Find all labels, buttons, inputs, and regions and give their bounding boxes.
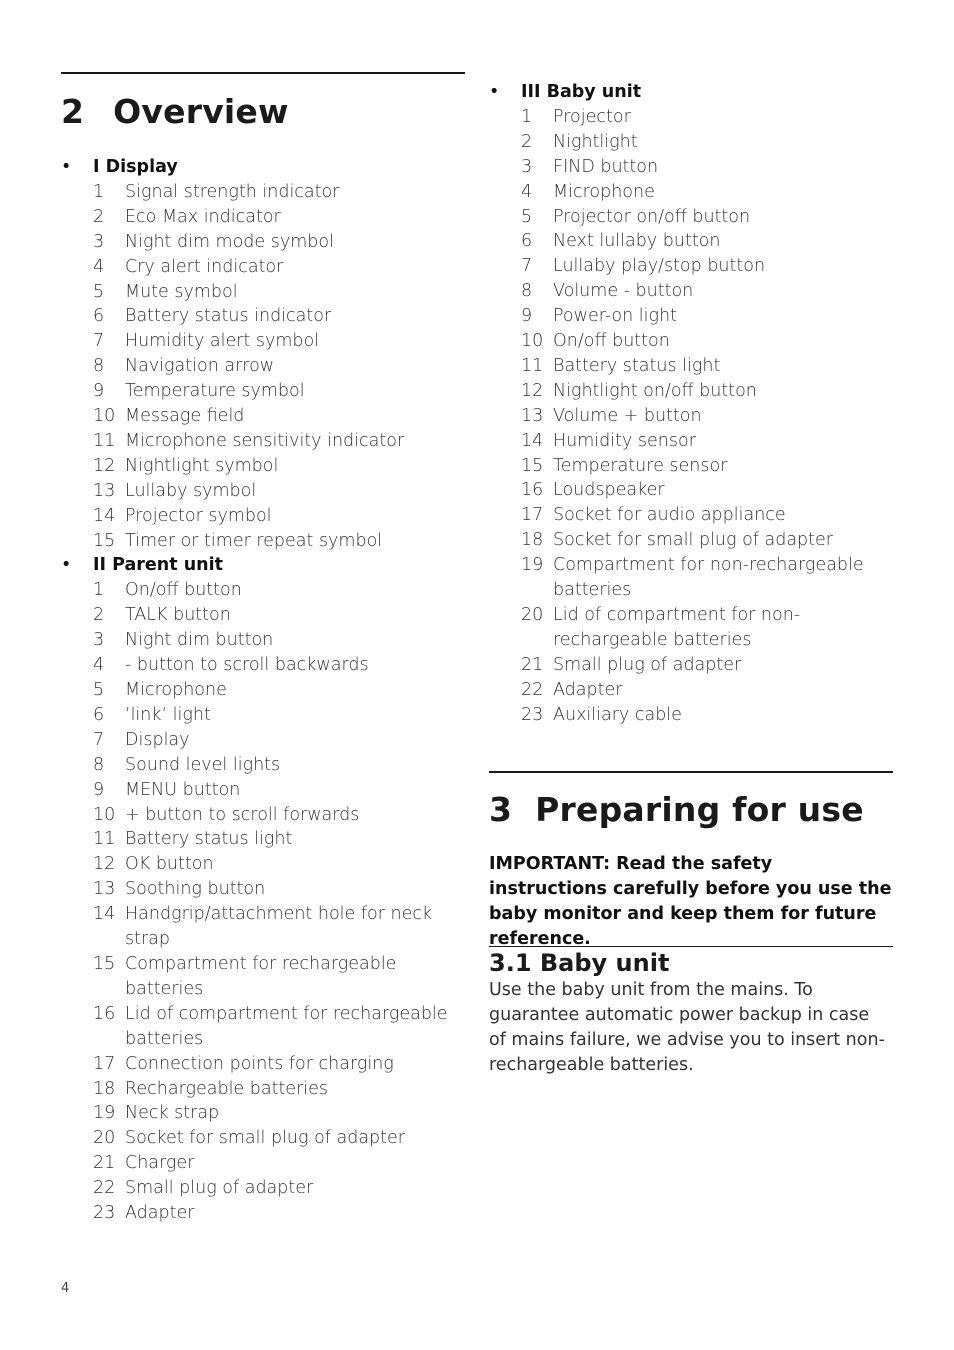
- item-text: Socket for audio appliance: [553, 505, 786, 526]
- item-text: Charger: [125, 1153, 195, 1174]
- item-number: 21: [93, 1153, 116, 1174]
- list-item: [61, 255, 465, 280]
- item-number: 1: [93, 181, 105, 202]
- list-item: [61, 1002, 465, 1052]
- chapter-title-text: Overview: [113, 92, 289, 131]
- item-text: Humidity alert symbol: [125, 331, 320, 352]
- item-number: 3: [93, 630, 105, 651]
- list-item: [61, 280, 465, 305]
- item-text: Adapter: [125, 1203, 195, 1224]
- item-text: OK button: [125, 854, 214, 875]
- list-item: [61, 479, 465, 504]
- list-item: [489, 180, 893, 205]
- chapter-title-overview: [61, 92, 289, 132]
- bullet-icon: •: [489, 82, 500, 102]
- item-number: 9: [521, 306, 533, 327]
- list-item: [61, 1126, 465, 1151]
- item-number: 20: [93, 1128, 116, 1149]
- list-item: [61, 728, 465, 753]
- item-number: 16: [93, 1003, 116, 1024]
- item-text: Projector on/off button: [553, 206, 751, 227]
- item-number: 7: [521, 256, 533, 277]
- item-number: 7: [93, 331, 105, 352]
- item-number: 12: [93, 854, 116, 875]
- section-heading-text: I Display: [93, 157, 178, 177]
- item-text: On/off button: [553, 331, 670, 352]
- list-item: [61, 1176, 465, 1201]
- item-number: 21: [521, 654, 544, 675]
- section-rule: [489, 946, 893, 947]
- list-item: [61, 354, 465, 379]
- item-number: 15: [521, 455, 544, 476]
- list-item: [61, 603, 465, 628]
- item-number: 22: [521, 679, 544, 700]
- list-item: [61, 180, 465, 205]
- section-heading: [489, 80, 893, 105]
- item-text: Volume - button: [553, 281, 694, 302]
- item-number: 10: [93, 406, 116, 427]
- item-number: 6: [521, 231, 533, 252]
- item-text: Nightlight symbol: [125, 455, 279, 476]
- section-heading-text: III Baby unit: [521, 82, 642, 102]
- item-number: 4: [93, 655, 105, 676]
- list-item: [489, 229, 893, 254]
- item-text: Lid of compartment for rechargeable batteries: [125, 1003, 448, 1049]
- section-body: Use the baby unit from the mains. To guarantee automatic power backup in case of mains failure, we advise you to insert non-rechargeable batteries.: [489, 980, 885, 1075]
- item-number: 13: [93, 480, 116, 501]
- item-text: Display: [125, 729, 190, 750]
- item-number: 18: [521, 530, 544, 551]
- item-text: Night dim mode symbol: [125, 231, 334, 252]
- item-number: 5: [521, 206, 533, 227]
- item-text: Compartment for rechargeable batteries: [125, 953, 397, 999]
- item-number: 5: [93, 680, 105, 700]
- item-text: Battery status light: [553, 355, 721, 376]
- item-number: 11: [93, 430, 116, 451]
- item-text: Night dim button: [125, 630, 274, 651]
- item-text: Socket for small plug of adapter: [125, 1128, 405, 1149]
- list-item: [61, 504, 465, 529]
- item-number: 7: [93, 729, 105, 750]
- list-item: [489, 454, 893, 479]
- item-text: Handgrip/attachment hole for neck strap: [125, 904, 433, 950]
- list-item: [61, 952, 465, 1002]
- list-item: [61, 902, 465, 952]
- chapter-rule: [61, 72, 465, 74]
- item-number: 8: [93, 356, 105, 377]
- item-text: Navigation arrow: [125, 356, 275, 377]
- item-number: 10: [521, 331, 544, 352]
- section-number: 3.1: [489, 949, 532, 977]
- list-item: [489, 603, 893, 653]
- section-heading-text: II Parent unit: [93, 555, 223, 576]
- section-heading: [61, 553, 465, 578]
- item-text: Eco Max indicator: [125, 206, 281, 227]
- item-text: Temperature symbol: [125, 381, 305, 402]
- list-item: [489, 678, 893, 703]
- item-number: 11: [93, 829, 116, 850]
- chapter-number: 3: [489, 790, 513, 829]
- list-item: [489, 653, 893, 678]
- chapter-number: 2: [61, 92, 85, 131]
- list-item: [489, 379, 893, 404]
- item-text: Small plug of adapter: [553, 654, 742, 675]
- item-number: 19: [93, 1103, 116, 1124]
- list-item: [61, 653, 465, 678]
- item-number: 16: [521, 480, 544, 501]
- list-item: [61, 304, 465, 329]
- item-text: TALK button: [125, 605, 231, 626]
- list-item: [61, 877, 465, 902]
- item-text: Microphone: [553, 181, 655, 202]
- item-number: 18: [93, 1078, 116, 1099]
- section-title-text: Baby unit: [539, 949, 670, 977]
- item-text: Humidity sensor: [553, 430, 696, 451]
- item-text: Sound level lights: [125, 754, 281, 775]
- item-number: 14: [93, 904, 116, 925]
- item-text: Lid of compartment for non-rechargeable batteries: [553, 605, 801, 650]
- list-item: [61, 205, 465, 230]
- item-number: 1: [93, 580, 105, 601]
- item-number: 22: [93, 1178, 116, 1199]
- item-text: Lullaby play/stop button: [553, 256, 766, 277]
- page-number: 4: [61, 1281, 70, 1296]
- item-text: Neck strap: [125, 1103, 220, 1124]
- item-text: MENU button: [125, 779, 241, 800]
- item-number: 3: [521, 156, 533, 177]
- item-text: Signal strength indicator: [125, 181, 340, 202]
- item-text: Battery status indicator: [125, 306, 332, 327]
- item-number: 13: [521, 405, 544, 426]
- item-number: 17: [521, 505, 544, 526]
- item-text: Power-on light: [553, 306, 677, 327]
- item-text: Socket for small plug of adapter: [553, 530, 833, 551]
- item-number: 9: [93, 381, 105, 402]
- list-item: [61, 1077, 465, 1102]
- list-item: [61, 429, 465, 454]
- item-text: ’link’ light: [125, 704, 211, 725]
- list-item: [489, 105, 893, 130]
- list-item: [489, 528, 893, 553]
- item-text: Rechargeable batteries: [125, 1078, 329, 1099]
- list-item: [489, 279, 893, 304]
- list-item: [61, 379, 465, 404]
- list-item: [489, 703, 893, 728]
- item-text: Battery status light: [125, 829, 293, 850]
- list-item: [489, 130, 893, 155]
- item-number: 2: [93, 206, 105, 227]
- list-item: [61, 778, 465, 803]
- list-item: [61, 628, 465, 653]
- item-text: - button to scroll backwards: [125, 655, 369, 676]
- section-heading: [61, 155, 465, 180]
- bullet-icon: •: [61, 555, 72, 576]
- section-title-baby-unit: [489, 948, 669, 978]
- list-item: [61, 1052, 465, 1077]
- list-item: [61, 230, 465, 255]
- list-item: [489, 503, 893, 528]
- item-text: Projector: [553, 106, 631, 127]
- item-text: Soothing button: [125, 879, 266, 900]
- chapter-title-text: Preparing for use: [535, 790, 864, 829]
- item-text: Loudspeaker: [553, 480, 665, 501]
- item-text: Microphone sensitivity indicator: [125, 430, 405, 451]
- list-item: [61, 578, 465, 603]
- item-number: 23: [521, 704, 544, 725]
- list-item: [61, 1151, 465, 1176]
- item-text: On/off button: [125, 580, 242, 601]
- list-item: [61, 1101, 465, 1126]
- list-item: [489, 404, 893, 429]
- item-number: 4: [93, 256, 105, 277]
- item-number: 13: [93, 879, 116, 900]
- chapter-rule: [489, 771, 893, 773]
- item-number: 2: [93, 605, 105, 626]
- list-item: [489, 553, 893, 603]
- list-item: [61, 703, 465, 728]
- list-item: [489, 304, 893, 329]
- item-number: 12: [521, 380, 544, 401]
- item-number: 23: [93, 1203, 116, 1224]
- item-number: 8: [521, 281, 533, 302]
- item-number: 14: [93, 505, 116, 526]
- list-item: [61, 753, 465, 778]
- list-item: [61, 454, 465, 479]
- list-item: [489, 478, 893, 503]
- important-notice: IMPORTANT: Read the safety instructions carefully before you use the baby monitor and keep them for future reference.: [489, 854, 892, 949]
- item-number: 1: [521, 106, 533, 127]
- item-text: Nightlight: [553, 131, 638, 152]
- item-number: 12: [93, 455, 116, 476]
- item-text: Message field: [125, 406, 245, 427]
- list-item: [61, 678, 465, 703]
- item-text: Adapter: [553, 679, 623, 700]
- item-number: 20: [521, 605, 544, 626]
- item-text: Compartment for non-rechargeable batteries: [553, 555, 864, 601]
- bullet-icon: •: [61, 157, 72, 177]
- item-text: Next lullaby button: [553, 231, 721, 252]
- list-item: [61, 852, 465, 877]
- item-text: + button to scroll forwards: [125, 804, 360, 825]
- list-item: [61, 329, 465, 354]
- overview-list-left: [61, 155, 465, 1226]
- item-text: Lullaby symbol: [125, 480, 257, 501]
- list-item: [489, 329, 893, 354]
- item-number: 8: [93, 754, 105, 775]
- chapter-title-preparing: [489, 790, 864, 830]
- item-number: 4: [521, 181, 533, 202]
- item-text: FIND button: [553, 156, 659, 177]
- item-text: Cry alert indicator: [125, 256, 284, 277]
- item-number: 11: [521, 355, 544, 376]
- list-item: [489, 354, 893, 379]
- item-text: Temperature sensor: [553, 455, 728, 476]
- list-item: [61, 529, 465, 554]
- list-item: [489, 155, 893, 180]
- list-item: [61, 1201, 465, 1226]
- list-item: [489, 429, 893, 454]
- list-item: [61, 404, 465, 429]
- item-number: 17: [93, 1053, 116, 1074]
- item-number: 5: [93, 281, 105, 302]
- item-text: Microphone: [125, 680, 227, 700]
- overview-list-right: [489, 80, 893, 728]
- item-text: Connection points for charging: [125, 1053, 394, 1074]
- list-item: [489, 205, 893, 230]
- item-text: Nightlight on/off button: [553, 380, 757, 401]
- list-item: [61, 827, 465, 852]
- item-number: 10: [93, 804, 116, 825]
- item-number: 2: [521, 131, 533, 152]
- item-text: Projector symbol: [125, 505, 272, 526]
- item-text: Small plug of adapter: [125, 1178, 314, 1199]
- item-text: Mute symbol: [125, 281, 238, 302]
- item-number: 14: [521, 430, 544, 451]
- item-number: 6: [93, 704, 105, 725]
- item-number: 3: [93, 231, 105, 252]
- item-text: Volume + button: [553, 405, 702, 426]
- item-number: 9: [93, 779, 105, 800]
- item-number: 15: [93, 530, 116, 551]
- item-number: 19: [521, 555, 544, 576]
- item-text: Auxiliary cable: [553, 704, 682, 725]
- item-text: Timer or timer repeat symbol: [125, 530, 383, 551]
- list-item: [61, 803, 465, 828]
- list-item: [489, 254, 893, 279]
- item-number: 15: [93, 953, 116, 974]
- item-number: 6: [93, 306, 105, 327]
